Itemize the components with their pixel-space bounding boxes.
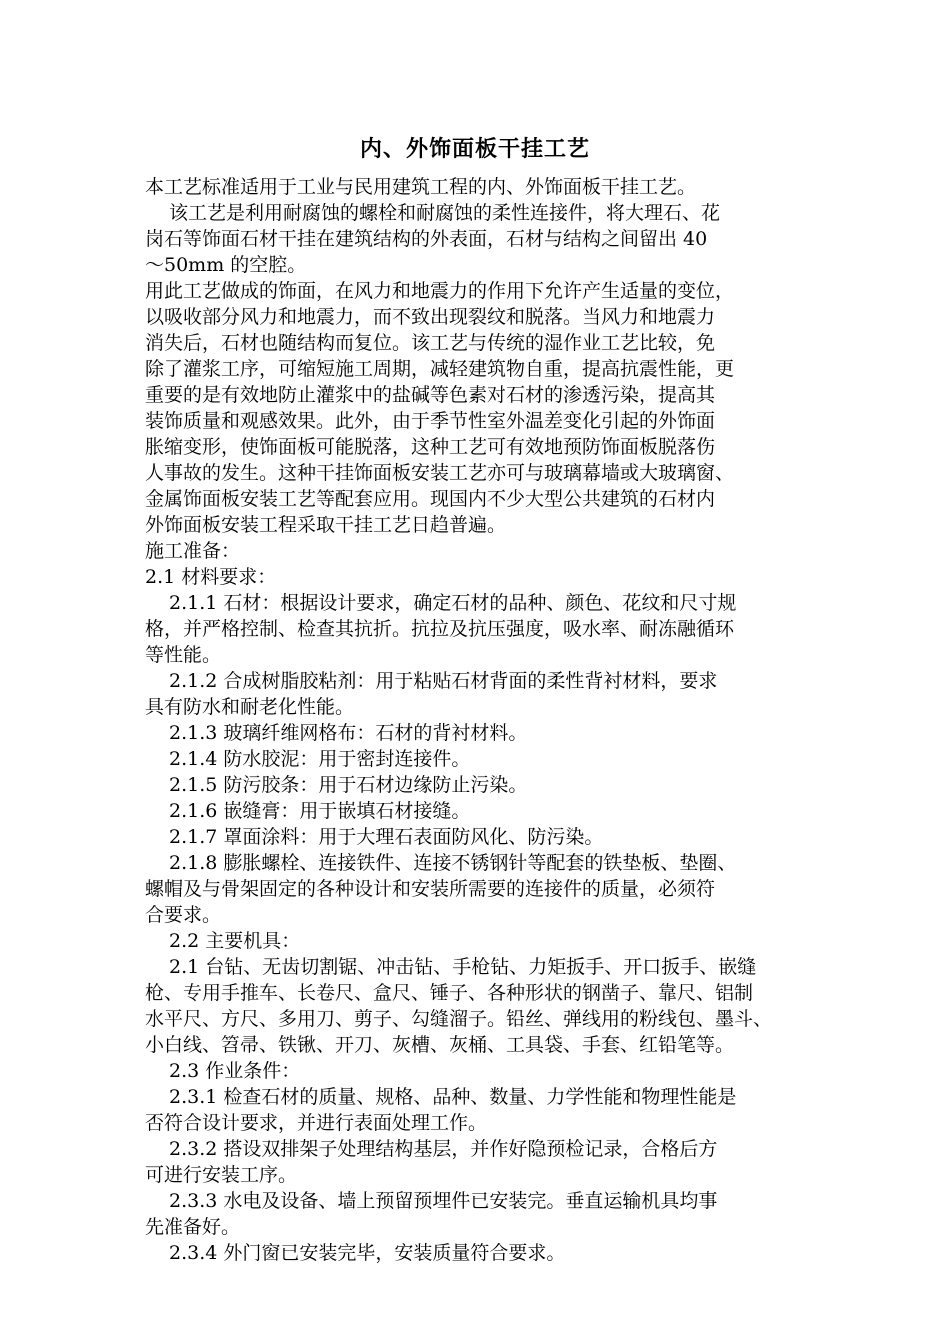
text-line: 2.1.3 玻璃纤维网格布：石材的背衬材料。 xyxy=(169,722,528,744)
text-line: 可进行安装工序。 xyxy=(145,1164,298,1186)
text-line: 具有防水和耐老化性能。 xyxy=(145,696,355,718)
document-body xyxy=(145,174,813,1266)
text-line: 2.1.6 嵌缝膏：用于嵌填石材接缝。 xyxy=(169,800,471,822)
text-line: 施工准备： xyxy=(145,540,241,562)
text-line: 2.2 主要机具： xyxy=(169,930,301,952)
text-line: 先准备好。 xyxy=(145,1216,241,1238)
text-line: 该工艺是利用耐腐蚀的螺栓和耐腐蚀的柔性连接件，将大理石、花 xyxy=(169,202,721,224)
text-line: 否符合设计要求，并进行表面处理工作。 xyxy=(145,1112,488,1134)
text-line: 2.3.4 外门窗已安装完毕，安装质量符合要求。 xyxy=(169,1242,566,1264)
text-line: 2.1 材料要求： xyxy=(145,566,277,588)
text-line: 2.1.5 防污胶条：用于石材边缘防止污染。 xyxy=(169,774,528,796)
text-line: 2.3.1 检查石材的质量、规格、品种、数量、力学性能和物理性能是 xyxy=(169,1086,737,1108)
text-line: 水平尺、方尺、多用刀、剪子、勾缝溜子。铅丝、弹线用的粉线包、墨斗、 xyxy=(145,1008,773,1030)
text-line: 螺帽及与骨架固定的各种设计和安装所需要的连接件的质量，必须符 xyxy=(145,878,716,900)
text-line: 金属饰面板安装工艺等配套应用。现国内不少大型公共建筑的石材内 xyxy=(145,488,716,510)
text-line: 人事故的发生。这种干挂饰面板安装工艺亦可与玻璃幕墙或大玻璃窗、 xyxy=(145,462,735,484)
text-line: 装饰质量和观感效果。此外，由于季节性室外温差变化引起的外饰面 xyxy=(145,410,716,432)
text-line: 除了灌浆工序，可缩短施工周期，减轻建筑物自重，提高抗震性能，更 xyxy=(145,358,735,380)
text-line: 外饰面板安装工程采取干挂工艺日趋普遍。 xyxy=(145,514,507,536)
text-line: 2.1.4 防水胶泥：用于密封连接件。 xyxy=(169,748,471,770)
text-line: 岗石等饰面石材干挂在建筑结构的外表面，石材与结构之间留出 40 xyxy=(145,228,708,250)
text-line: 2.1 台钻、无齿切割锯、冲击钻、手枪钻、力矩扳手、开口扳手、嵌缝 xyxy=(169,956,757,978)
text-line: 2.1.8 膨胀螺栓、连接铁件、连接不锈钢针等配套的铁垫板、垫圈、 xyxy=(169,852,737,874)
text-line: 2.1.2 合成树脂胶粘剂：用于粘贴石材背面的柔性背衬材料，要求 xyxy=(169,670,718,692)
text-line: 用此工艺做成的饰面，在风力和地震力的作用下允许产生适量的变位， xyxy=(145,280,735,302)
text-line: 等性能。 xyxy=(145,644,222,666)
text-line: 2.3.3 水电及设备、墙上预留预埋件已安装完。垂直运输机具均事 xyxy=(169,1190,718,1212)
text-line: 2.3.2 搭设双排架子处理结构基层，并作好隐预检记录，合格后方 xyxy=(169,1138,718,1160)
text-line: 枪、专用手推车、长卷尺、盒尺、锤子、各种形状的钢凿子、靠尺、铝制 xyxy=(145,982,754,1004)
text-line: 合要求。 xyxy=(145,904,222,926)
text-line: 2.1.1 石材：根据设计要求，确定石材的品种、颜色、花纹和尺寸规 xyxy=(169,592,737,614)
text-line: 本工艺标准适用于工业与民用建筑工程的内、外饰面板干挂工艺。 xyxy=(145,176,697,198)
text-line: 胀缩变形，使饰面板可能脱落，这种工艺可有效地预防饰面板脱落伤 xyxy=(145,436,716,458)
text-line: 以吸收部分风力和地震力，而不致出现裂纹和脱落。当风力和地震力 xyxy=(145,306,716,328)
text-line: 重要的是有效地防止灌浆中的盐碱等色素对石材的渗透污染，提高其 xyxy=(145,384,716,406)
text-line: 2.3 作业条件： xyxy=(169,1060,301,1082)
text-line: ～50mm 的空腔。 xyxy=(145,254,307,276)
text-line: 消失后，石材也随结构而复位。该工艺与传统的湿作业工艺比较，免 xyxy=(145,332,716,354)
text-line: 小白线、笤帚、铁锹、开刀、灰槽、灰桶、工具袋、手套、红铅笔等。 xyxy=(145,1034,735,1056)
text-line: 格，并严格控制、检查其抗折。抗拉及抗压强度，吸水率、耐冻融循环 xyxy=(145,618,735,640)
text-line: 2.1.7 罩面涂料：用于大理石表面防风化、防污染。 xyxy=(169,826,604,848)
page-title: 内、外饰面板干挂工艺 xyxy=(359,137,590,162)
